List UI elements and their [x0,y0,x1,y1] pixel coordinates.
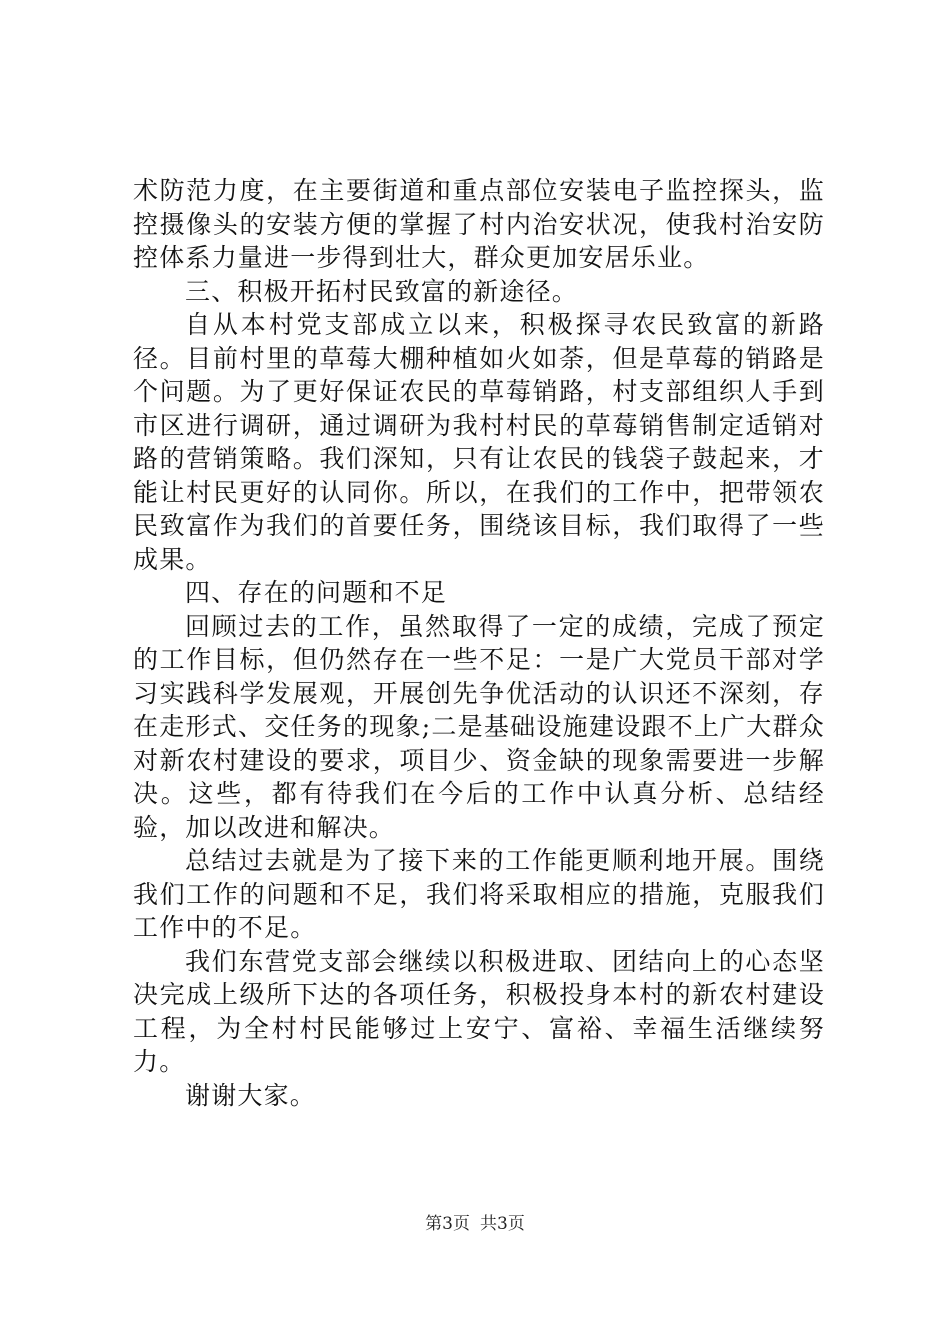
page-total: 共3页 [480,1214,525,1234]
body-paragraph: 我们东营党支部会继续以积极进取、团结向上的心态坚决完成上级所下达的各项任务，积极投身本村的新农村建设工程，为全村村民能够过上安宁、富裕、幸福生活继续努力。 [133,946,825,1076]
body-paragraph: 自从本村党支部成立以来，积极探寻农民致富的新路径。目前村里的草莓大棚种植如火如荼，但是草莓的销路是个问题。为了更好保证农民的草莓销路，村支部组织人手到市区进行调研，通过调研为我村村民的草莓销售制定适销对路的营销策略。我们深知，只有让农民的钱袋子鼓起来，才能让村民更好的认同你。所以，在我们的工作中，把带领农民致富作为我们的首要任务，围绕该目标，我们取得了一些成果。 [133,310,825,574]
body-paragraph: 总结过去就是为了接下来的工作能更顺利地开展。围绕我们工作的问题和不足，我们将采取相应的措施，克服我们工作中的不足。 [133,846,825,942]
closing-line: 谢谢大家。 [185,1080,317,1110]
page-number: 第3页 [425,1214,470,1234]
document-body [133,174,825,1112]
section-heading-3: 三、积极开拓村民致富的新途径。 [185,276,579,306]
page-footer [0,1212,950,1236]
body-paragraph-continued: 术防范力度，在主要街道和重点部位安装电子监控探头，监控摄像头的安装方便的掌握了村内治安状况，使我村治安防控体系力量进一步得到壮大，群众更加安居乐业。 [133,176,825,272]
section-heading-4: 四、存在的问题和不足 [185,578,448,607]
body-paragraph: 回顾过去的工作，虽然取得了一定的成绩，完成了预定的工作目标，但仍然存在一些不足：一是广大党员干部对学习实践科学发展观，开展创先争优活动的认识还不深刻，存在走形式、交任务的现象;二是基础设施建设跟不上广大群众对新农村建设的要求，项目少、资金缺的现象需要进一步解决。这些，都有待我们在今后的工作中认真分析、总结经验，加以改进和解决。 [133,611,825,842]
